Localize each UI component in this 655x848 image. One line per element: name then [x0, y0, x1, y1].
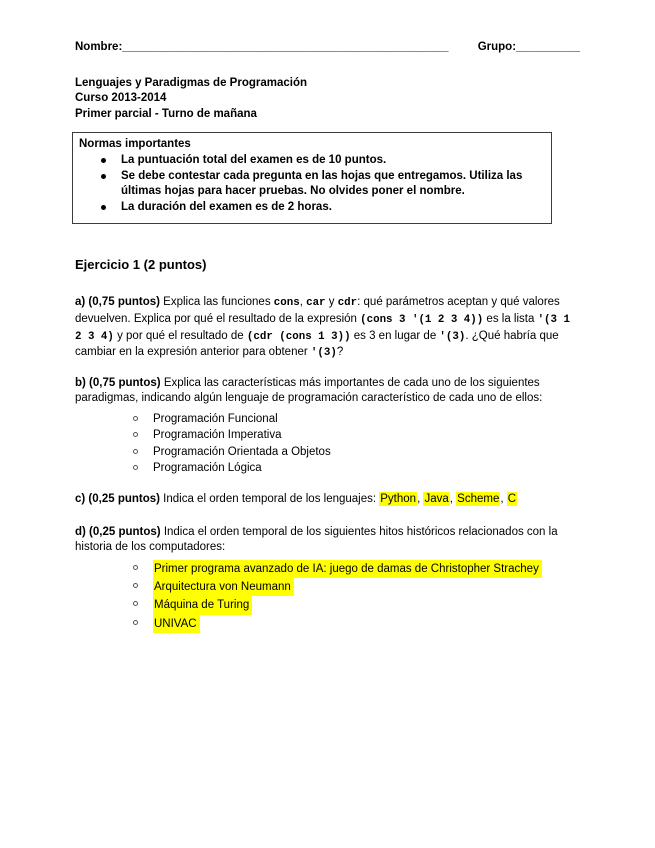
- circle-bullet-icon: [133, 460, 153, 470]
- circle-bullet-icon: [133, 427, 153, 437]
- rule-item: [79, 200, 545, 216]
- group-blank-line: __________: [516, 41, 580, 53]
- milestone-item: [133, 615, 580, 633]
- exam-header: [75, 40, 580, 56]
- title-block: [75, 76, 580, 123]
- exam-session: Primer parcial - Turno de mañana: [75, 107, 257, 120]
- circle-bullet-icon: [133, 411, 153, 421]
- question-c: c) (0,25 puntos) Indica el orden temporal de los lenguajes: Python, Java, Scheme, C: [75, 493, 517, 506]
- course-title: Lenguajes y Paradigmas de Programación: [75, 76, 307, 89]
- paradigm-label: Programación Funcional: [153, 412, 278, 425]
- milestone-item: [133, 578, 580, 596]
- group-label: Grupo:: [477, 41, 517, 53]
- rule-text: Se debe contestar cada pregunta en las hojas que entregamos. Utiliza las últimas hojas para hacer pruebas. No olvides poner el nombre.: [121, 169, 523, 198]
- milestone-label: Primer programa avanzado de IA: juego de damas de Christopher Strachey: [153, 560, 542, 578]
- paradigm-item: [133, 427, 580, 443]
- bullet-icon: [101, 153, 121, 163]
- paradigm-label: Programación Lógica: [153, 461, 262, 474]
- milestone-item: [133, 596, 580, 614]
- paradigm-label: Programación Orientada a Objetos: [153, 445, 331, 458]
- milestone-label: Arquitectura von Neumann: [153, 578, 294, 596]
- milestone-item: [133, 560, 580, 578]
- circle-bullet-icon: [133, 578, 153, 588]
- rule-item: [79, 169, 545, 200]
- group-field: [478, 40, 580, 56]
- exercise-title: Ejercicio 1 (2 puntos): [75, 257, 207, 273]
- paradigm-item: [133, 460, 580, 476]
- name-label: Nombre:: [75, 41, 123, 53]
- paradigm-label: Programación Imperativa: [153, 429, 282, 442]
- rules-box: [72, 132, 552, 224]
- rule-text: La puntuación total del examen es de 10 puntos.: [121, 153, 387, 166]
- circle-bullet-icon: [133, 615, 153, 625]
- rules-title: Normas importantes: [79, 138, 191, 151]
- milestone-list: [75, 560, 580, 633]
- bullet-icon: [101, 169, 121, 179]
- milestone-label: UNIVAC: [153, 615, 200, 633]
- circle-bullet-icon: [133, 560, 153, 570]
- circle-bullet-icon: [133, 596, 153, 606]
- paradigm-item: [133, 411, 580, 427]
- question-b: b) (0,75 puntos) Explica las características más importantes de cada uno de los siguientes paradigmas, indicando algún lenguaje de programación característico de cada uno de ellos:: [75, 376, 543, 405]
- bullet-icon: [101, 200, 121, 210]
- milestone-label: Máquina de Turing: [153, 596, 252, 614]
- rule-text: La duración del examen es de 2 horas.: [121, 200, 332, 213]
- circle-bullet-icon: [133, 444, 153, 454]
- question-d: d) (0,25 puntos) Indica el orden temporal de los siguientes hitos históricos relacionados con la historia de los computadores:: [75, 525, 558, 554]
- paradigm-list: [75, 411, 580, 476]
- name-blank-line: ___________________________________________________: [122, 41, 449, 53]
- course-year: Curso 2013-2014: [75, 92, 167, 105]
- question-a: a) (0,75 puntos) Explica las funciones cons, car y cdr: qué parámetros aceptan y qué valores devuelven. Explica por qué el resultado de la expresión (cons 3 '(1 2 3 4)) es la lista '(3 1 2 3 4) y por qué el resultado de (cdr (cons 1 3)) es 3 en lugar de '(3). ¿Qué habría que cambiar en la expresión anterior para obtener '(3)?: [75, 296, 570, 360]
- paradigm-item: [133, 444, 580, 460]
- rule-item: [79, 153, 545, 169]
